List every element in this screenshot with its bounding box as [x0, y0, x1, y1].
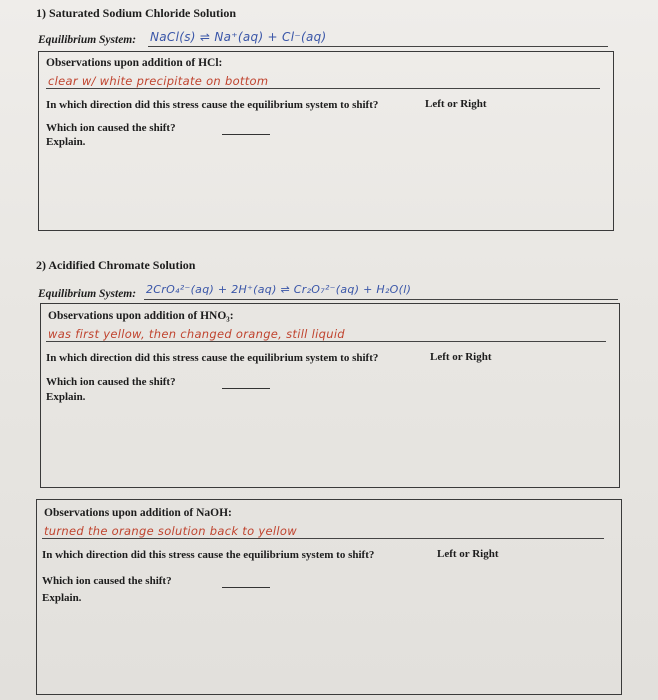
section2-observation-handwritten[interactable]: was first yellow, then changed orange, still liquid — [48, 327, 345, 341]
section1-explain: Explain. — [46, 136, 86, 148]
section2-direction-options[interactable]: Left or Right — [430, 351, 492, 363]
section2-direction-question: In which direction did this stress cause the equilibrium system to shift? — [46, 352, 379, 364]
section1-direction-question: In which direction did this stress cause the equilibrium system to shift? — [46, 99, 379, 111]
section3-explain: Explain. — [42, 592, 82, 604]
section1-observation-line — [46, 88, 600, 89]
section2-equilibrium-handwritten[interactable]: 2CrO₄²⁻(aq) + 2H⁺(aq) ⇌ Cr₂O₇²⁻(aq) + H₂O(l) — [146, 283, 412, 296]
section1-observation-label: Observations upon addition of HCl: — [46, 57, 223, 69]
section3-ion-blank[interactable] — [222, 587, 270, 588]
section2-title: 2) Acidified Chromate Solution — [36, 258, 196, 272]
section2-ion-blank[interactable] — [222, 388, 270, 389]
section2-observation-label: Observations upon addition of HNO₃: — [48, 310, 234, 322]
section1-observation-handwritten[interactable]: clear w/ white precipitate on bottom — [48, 74, 269, 88]
section1-equilibrium-line — [148, 46, 608, 47]
section3-observation-line — [42, 538, 604, 539]
section1-title: 1) Saturated Sodium Chloride Solution — [36, 6, 237, 20]
section2-equilibrium-label: Equilibrium System: — [38, 288, 137, 300]
section1-equilibrium-label: Equilibrium System: — [38, 34, 137, 46]
section1-ion-blank[interactable] — [222, 134, 270, 135]
section1-equilibrium-handwritten[interactable]: NaCl(s) ⇌ Na⁺(aq) + Cl⁻(aq) — [150, 30, 327, 44]
section1-ion-question: Which ion caused the shift? — [46, 122, 176, 134]
section3-direction-question: In which direction did this stress cause the equilibrium system to shift? — [42, 549, 375, 561]
section2-explain: Explain. — [46, 391, 86, 403]
section2-observation-line — [46, 341, 606, 342]
section3-ion-question: Which ion caused the shift? — [42, 575, 172, 587]
section2-ion-question: Which ion caused the shift? — [46, 376, 176, 388]
section1-direction-options[interactable]: Left or Right — [425, 98, 487, 110]
section2-equilibrium-line — [144, 299, 618, 300]
section3-observation-label: Observations upon addition of NaOH: — [44, 507, 232, 519]
section3-observation-handwritten[interactable]: turned the orange solution back to yellow — [44, 524, 297, 538]
section3-direction-options[interactable]: Left or Right — [437, 548, 499, 560]
